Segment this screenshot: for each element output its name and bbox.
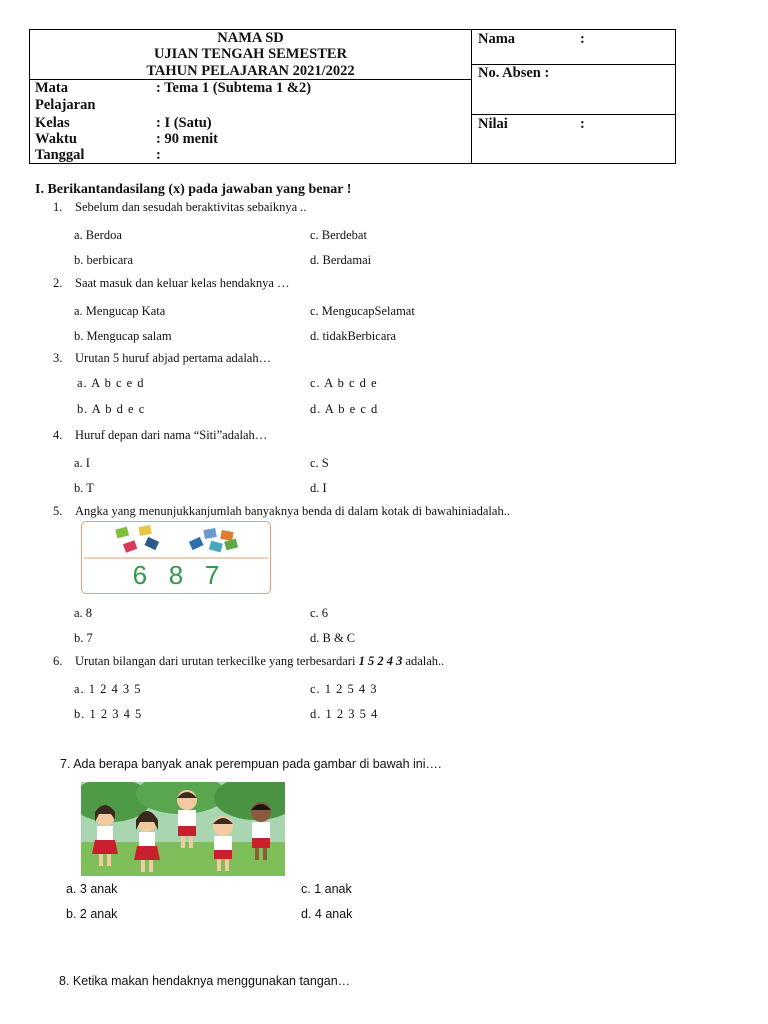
- time-label: Waktu: [35, 131, 77, 147]
- q3-option-b[interactable]: b. A b d e c: [77, 402, 146, 416]
- subject-label-2: Pelajaran: [35, 97, 96, 113]
- q4-option-c[interactable]: c. S: [310, 456, 329, 470]
- question-4-text: Huruf depan dari nama “Siti”adalah…: [75, 428, 268, 442]
- nilai-label: Nilai: [478, 116, 508, 132]
- academic-year: TAHUN PELAJARAN 2021/2022: [146, 63, 355, 79]
- nilai-colon: :: [580, 116, 585, 132]
- name-label: Nama: [478, 31, 516, 47]
- date-label: Tanggal: [35, 147, 85, 163]
- q2-option-d[interactable]: d. tidakBerbicara: [310, 329, 397, 343]
- exam-title: UJIAN TENGAH SEMESTER: [153, 46, 348, 62]
- class-label: Kelas: [35, 115, 70, 131]
- q4-option-a[interactable]: a. I: [74, 456, 90, 470]
- q2-option-b[interactable]: b. Mengucap salam: [74, 329, 172, 343]
- children-image: [81, 782, 285, 876]
- question-5-text: Angka yang menunjukkanjumlah banyaknya benda di dalam kotak di bawahiniadalah..: [75, 504, 510, 518]
- q1-option-b[interactable]: b. berbicara: [74, 253, 133, 267]
- question-3-number: 3.: [53, 351, 63, 365]
- q7-option-d[interactable]: d. 4 anak: [301, 907, 353, 921]
- date-value: :: [156, 147, 161, 163]
- subject-label: Mata: [35, 80, 69, 96]
- question-6-number: 6.: [53, 654, 63, 668]
- box-numbers: 6 8 7: [132, 560, 220, 590]
- question-8-text: 8. Ketika makan hendaknya menggunakan tangan…: [59, 974, 351, 988]
- name-colon: :: [580, 31, 585, 47]
- question-7-text: 7. Ada berapa banyak anak perempuan pada gambar di bawah ini….: [60, 757, 442, 771]
- q2-option-a[interactable]: a. Mengucap Kata: [74, 304, 166, 318]
- q1-option-a[interactable]: a. Berdoa: [74, 228, 122, 242]
- q4-option-d[interactable]: d. I: [310, 481, 327, 495]
- q7-option-a[interactable]: a. 3 anak: [66, 882, 118, 896]
- question-3-text: Urutan 5 huruf abjad pertama adalah…: [75, 351, 272, 365]
- question-6-text: Urutan bilangan dari urutan terkecilke yang terbesardari 1 5 2 4 3 adalah..: [75, 654, 445, 668]
- objects-box-image: [81, 521, 271, 594]
- question-1-number: 1.: [53, 200, 63, 214]
- q7-option-c[interactable]: c. 1 anak: [301, 882, 352, 896]
- q5-option-d[interactable]: d. B & C: [310, 631, 356, 645]
- subject-value: : Tema 1 (Subtema 1 &2): [156, 80, 312, 96]
- q3-option-c[interactable]: c. A b c d e: [310, 376, 378, 390]
- q3-option-a[interactable]: a. A b c e d: [77, 376, 145, 390]
- school-name: NAMA SD: [217, 30, 284, 46]
- question-1-text: Sebelum dan sesudah beraktivitas sebaiknya ..: [75, 200, 307, 214]
- q7-option-b[interactable]: b. 2 anak: [66, 907, 118, 921]
- question-2-text: Saat masuk dan keluar kelas hendaknya …: [75, 276, 290, 290]
- class-value: : I (Satu): [156, 115, 212, 131]
- children-illustration: [81, 782, 285, 876]
- q4-option-b[interactable]: b. T: [74, 481, 94, 495]
- q1-option-c[interactable]: c. Berdebat: [310, 228, 367, 242]
- question-5-number: 5.: [53, 504, 63, 518]
- time-value: : 90 menit: [156, 131, 219, 147]
- q6-option-b[interactable]: b. 1 2 3 4 5: [74, 707, 143, 721]
- q6-option-a[interactable]: a. 1 2 4 3 5: [74, 682, 142, 696]
- section-title: I. Berikantandasilang (x) pada jawaban yang benar !: [35, 182, 352, 197]
- q6-option-c[interactable]: c. 1 2 5 4 3: [310, 682, 378, 696]
- q1-option-d[interactable]: d. Berdamai: [310, 253, 372, 267]
- q5-option-c[interactable]: c. 6: [310, 606, 329, 620]
- exam-header-table: [29, 29, 676, 164]
- q2-option-c[interactable]: c. MengucapSelamat: [310, 304, 415, 318]
- emphasized-sequence: 1 5 2 4 3: [358, 654, 403, 668]
- q3-option-d[interactable]: d. A b e c d: [310, 402, 379, 416]
- question-2-number: 2.: [53, 276, 63, 290]
- q6-option-d[interactable]: d. 1 2 3 5 4: [310, 707, 379, 721]
- q5-option-b[interactable]: b. 7: [74, 631, 93, 645]
- question-4-number: 4.: [53, 428, 63, 442]
- absen-label: No. Absen :: [478, 65, 550, 81]
- q5-option-a[interactable]: a. 8: [74, 606, 93, 620]
